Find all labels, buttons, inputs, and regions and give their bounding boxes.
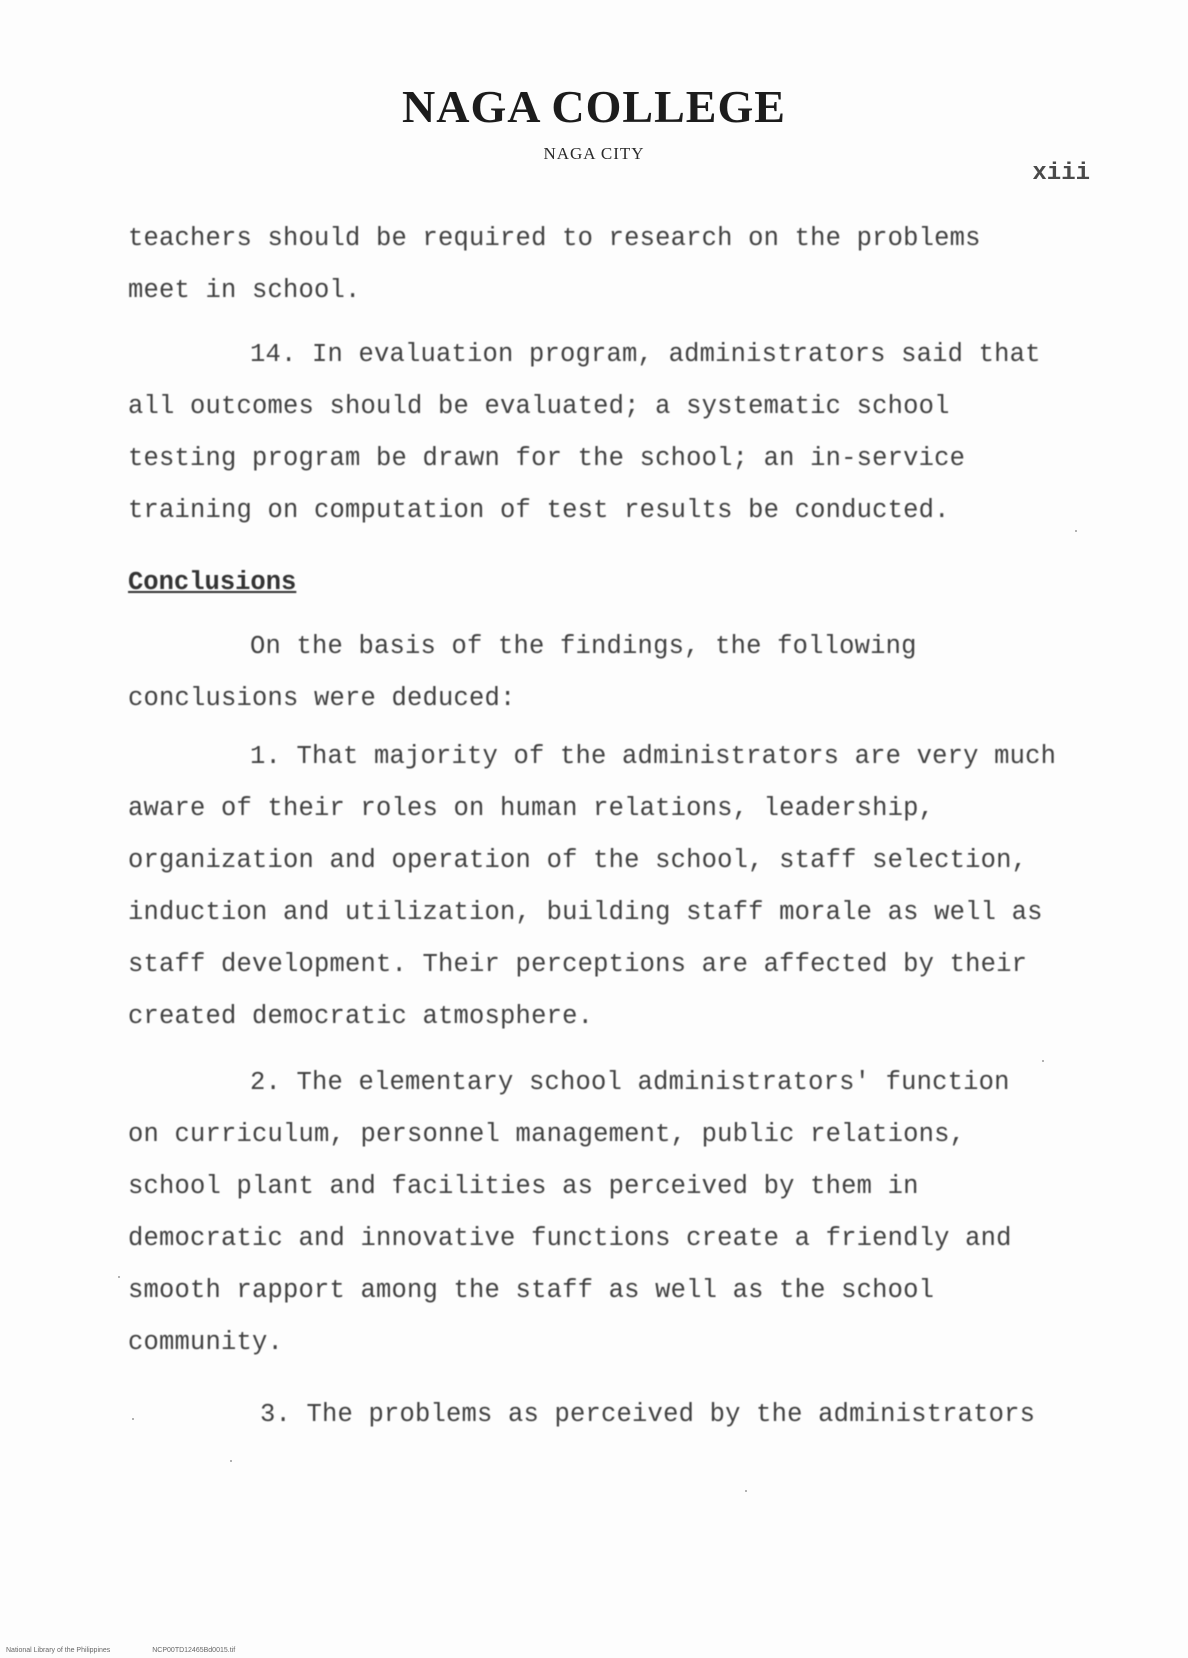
- letterhead-title: NAGA COLLEGE: [402, 81, 786, 132]
- body-line: created democratic atmosphere.: [128, 1002, 594, 1031]
- body-line: on curriculum, personnel management, public relations,: [128, 1120, 966, 1149]
- body-line: 1. That majority of the administrators are very much: [250, 742, 1057, 771]
- body-line: democratic and innovative functions create a friendly and: [128, 1224, 1012, 1253]
- scan-speck: [230, 1460, 232, 1462]
- scan-speck: [118, 1276, 120, 1278]
- body-line: 3. The problems as perceived by the administrators: [260, 1400, 1036, 1429]
- body-line: 2. The elementary school administrators' function: [250, 1068, 1010, 1097]
- page-number: xiii: [1032, 160, 1090, 187]
- scan-speck: [1075, 530, 1077, 532]
- scan-speck: [1042, 1060, 1044, 1062]
- body-line: smooth rapport among the staff as well as the school: [128, 1276, 935, 1305]
- body-line: community.: [128, 1328, 284, 1357]
- body-line: 14. In evaluation program, administrators said that: [250, 340, 1041, 369]
- body-line: On the basis of the findings, the following: [250, 632, 917, 661]
- letterhead-subtitle: NAGA CITY: [543, 144, 645, 163]
- body-line: testing program be drawn for the school; an in-service: [128, 444, 966, 473]
- section-heading: Conclusions: [128, 568, 297, 597]
- body-line: meet in school.: [128, 276, 361, 305]
- body-line: aware of their roles on human relations, leadership,: [128, 794, 935, 823]
- body-line: staff development. Their perceptions are affected by their: [128, 950, 1028, 979]
- footer-file-id: NCP00TD12465Bd0015.tif: [152, 1647, 236, 1654]
- scan-speck: [132, 1418, 134, 1420]
- body-line: conclusions were deduced:: [128, 684, 516, 713]
- body-line: school plant and facilities as perceived by them in: [128, 1172, 919, 1201]
- body-line: all outcomes should be evaluated; a systematic school: [128, 392, 950, 421]
- body-line: training on computation of test results be conducted.: [128, 496, 950, 525]
- body-line: teachers should be required to research on the problems: [128, 224, 981, 253]
- scan-speck: [745, 1490, 747, 1492]
- body-line: organization and operation of the school, staff selection,: [128, 846, 1028, 875]
- footer-library: National Library of the Philippines: [6, 1647, 111, 1654]
- body-line: induction and utilization, building staff morale as well as: [128, 898, 1043, 927]
- scan-footer: [6, 1647, 275, 1654]
